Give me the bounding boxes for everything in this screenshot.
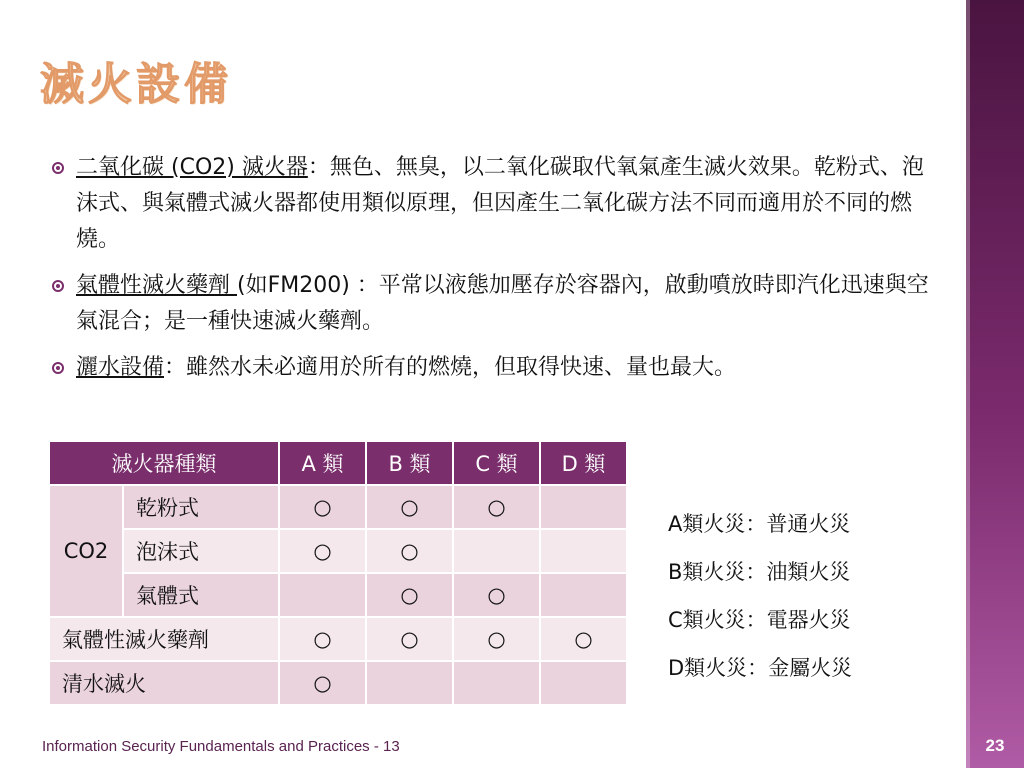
legend-item: C類火災：電器火災 [668, 608, 851, 632]
legend-item: A類火災：普通火災 [668, 512, 851, 536]
cell-b: ○ [366, 485, 453, 529]
bullet-text: ：無色、無臭，以二氧化碳取代氧氣產生滅火效果。乾粉式、泡沫式、與氣體式滅火器都使用類似原理，但因產生二氧化碳方法不同而適用於不同的燃燒。 [76, 155, 924, 252]
cell-d: ○ [540, 617, 627, 661]
cell-a: ○ [279, 485, 366, 529]
row-name-cell: 乾粉式 [123, 485, 279, 529]
cell-c: ○ [453, 485, 540, 529]
decorative-sidebar [966, 0, 1024, 768]
cell-a: ○ [279, 661, 366, 705]
slide-title: 滅火設備 [40, 59, 232, 110]
group-label-cell: CO2 [49, 485, 123, 617]
table-row [49, 529, 627, 573]
bullet-term: 氣體性滅火藥劑 [76, 273, 237, 298]
bullet-marker-icon [52, 362, 64, 374]
bullet-term: 二氧化碳 (CO2) 滅火器 [76, 155, 308, 180]
page-number: 23 [985, 736, 1005, 755]
bullet-text: (如FM200) ：平常以液態加壓存於容器內，啟動噴放時即汽化迅速與空氣混合；是一種快速滅火藥劑。 [76, 273, 929, 334]
bullet-marker-icon [52, 162, 64, 174]
header-class-d: D 類 [540, 441, 627, 485]
bullet-term: 灑水設備 [76, 355, 165, 380]
row-name-cell: 氣體式 [123, 573, 279, 617]
table-row [49, 485, 627, 529]
cell-c [453, 529, 540, 573]
cell-b [366, 661, 453, 705]
cell-b: ○ [366, 573, 453, 617]
header-type: 滅火器種類 [49, 441, 279, 485]
table-row [49, 661, 627, 705]
bullet-gas-agent [50, 268, 930, 340]
row-name-cell: 泡沫式 [123, 529, 279, 573]
footer-text: Information Security Fundamentals and Practices - 13 [42, 738, 400, 755]
sidebar-edge [966, 0, 970, 768]
bullet-co2 [50, 150, 930, 258]
table-header-row [49, 441, 627, 485]
fire-class-legend [668, 500, 852, 692]
legend-item: B類火災：油類火災 [668, 560, 851, 584]
cell-b: ○ [366, 617, 453, 661]
header-class-b: B 類 [366, 441, 453, 485]
cell-c: ○ [453, 617, 540, 661]
bullet-text: ：雖然水未必適用於所有的燃燒，但取得快速、量也最大。 [164, 355, 737, 380]
cell-b: ○ [366, 529, 453, 573]
table-row [49, 617, 627, 661]
row-name-cell: 氣體性滅火藥劑 [49, 617, 279, 661]
cell-d [540, 661, 627, 705]
bullet-marker-icon [52, 280, 64, 292]
row-name-cell: 清水滅火 [49, 661, 279, 705]
cell-c: ○ [453, 573, 540, 617]
header-class-a: A 類 [279, 441, 366, 485]
bullet-sprinkler [50, 350, 930, 386]
cell-a [279, 573, 366, 617]
cell-d [540, 529, 627, 573]
cell-c [453, 661, 540, 705]
cell-a: ○ [279, 529, 366, 573]
table-row [49, 573, 627, 617]
cell-d [540, 485, 627, 529]
header-class-c: C 類 [453, 441, 540, 485]
legend-item: D類火災：金屬火災 [668, 656, 853, 680]
extinguisher-table [48, 440, 628, 706]
cell-a: ○ [279, 617, 366, 661]
cell-d [540, 573, 627, 617]
bullet-list [50, 150, 930, 396]
